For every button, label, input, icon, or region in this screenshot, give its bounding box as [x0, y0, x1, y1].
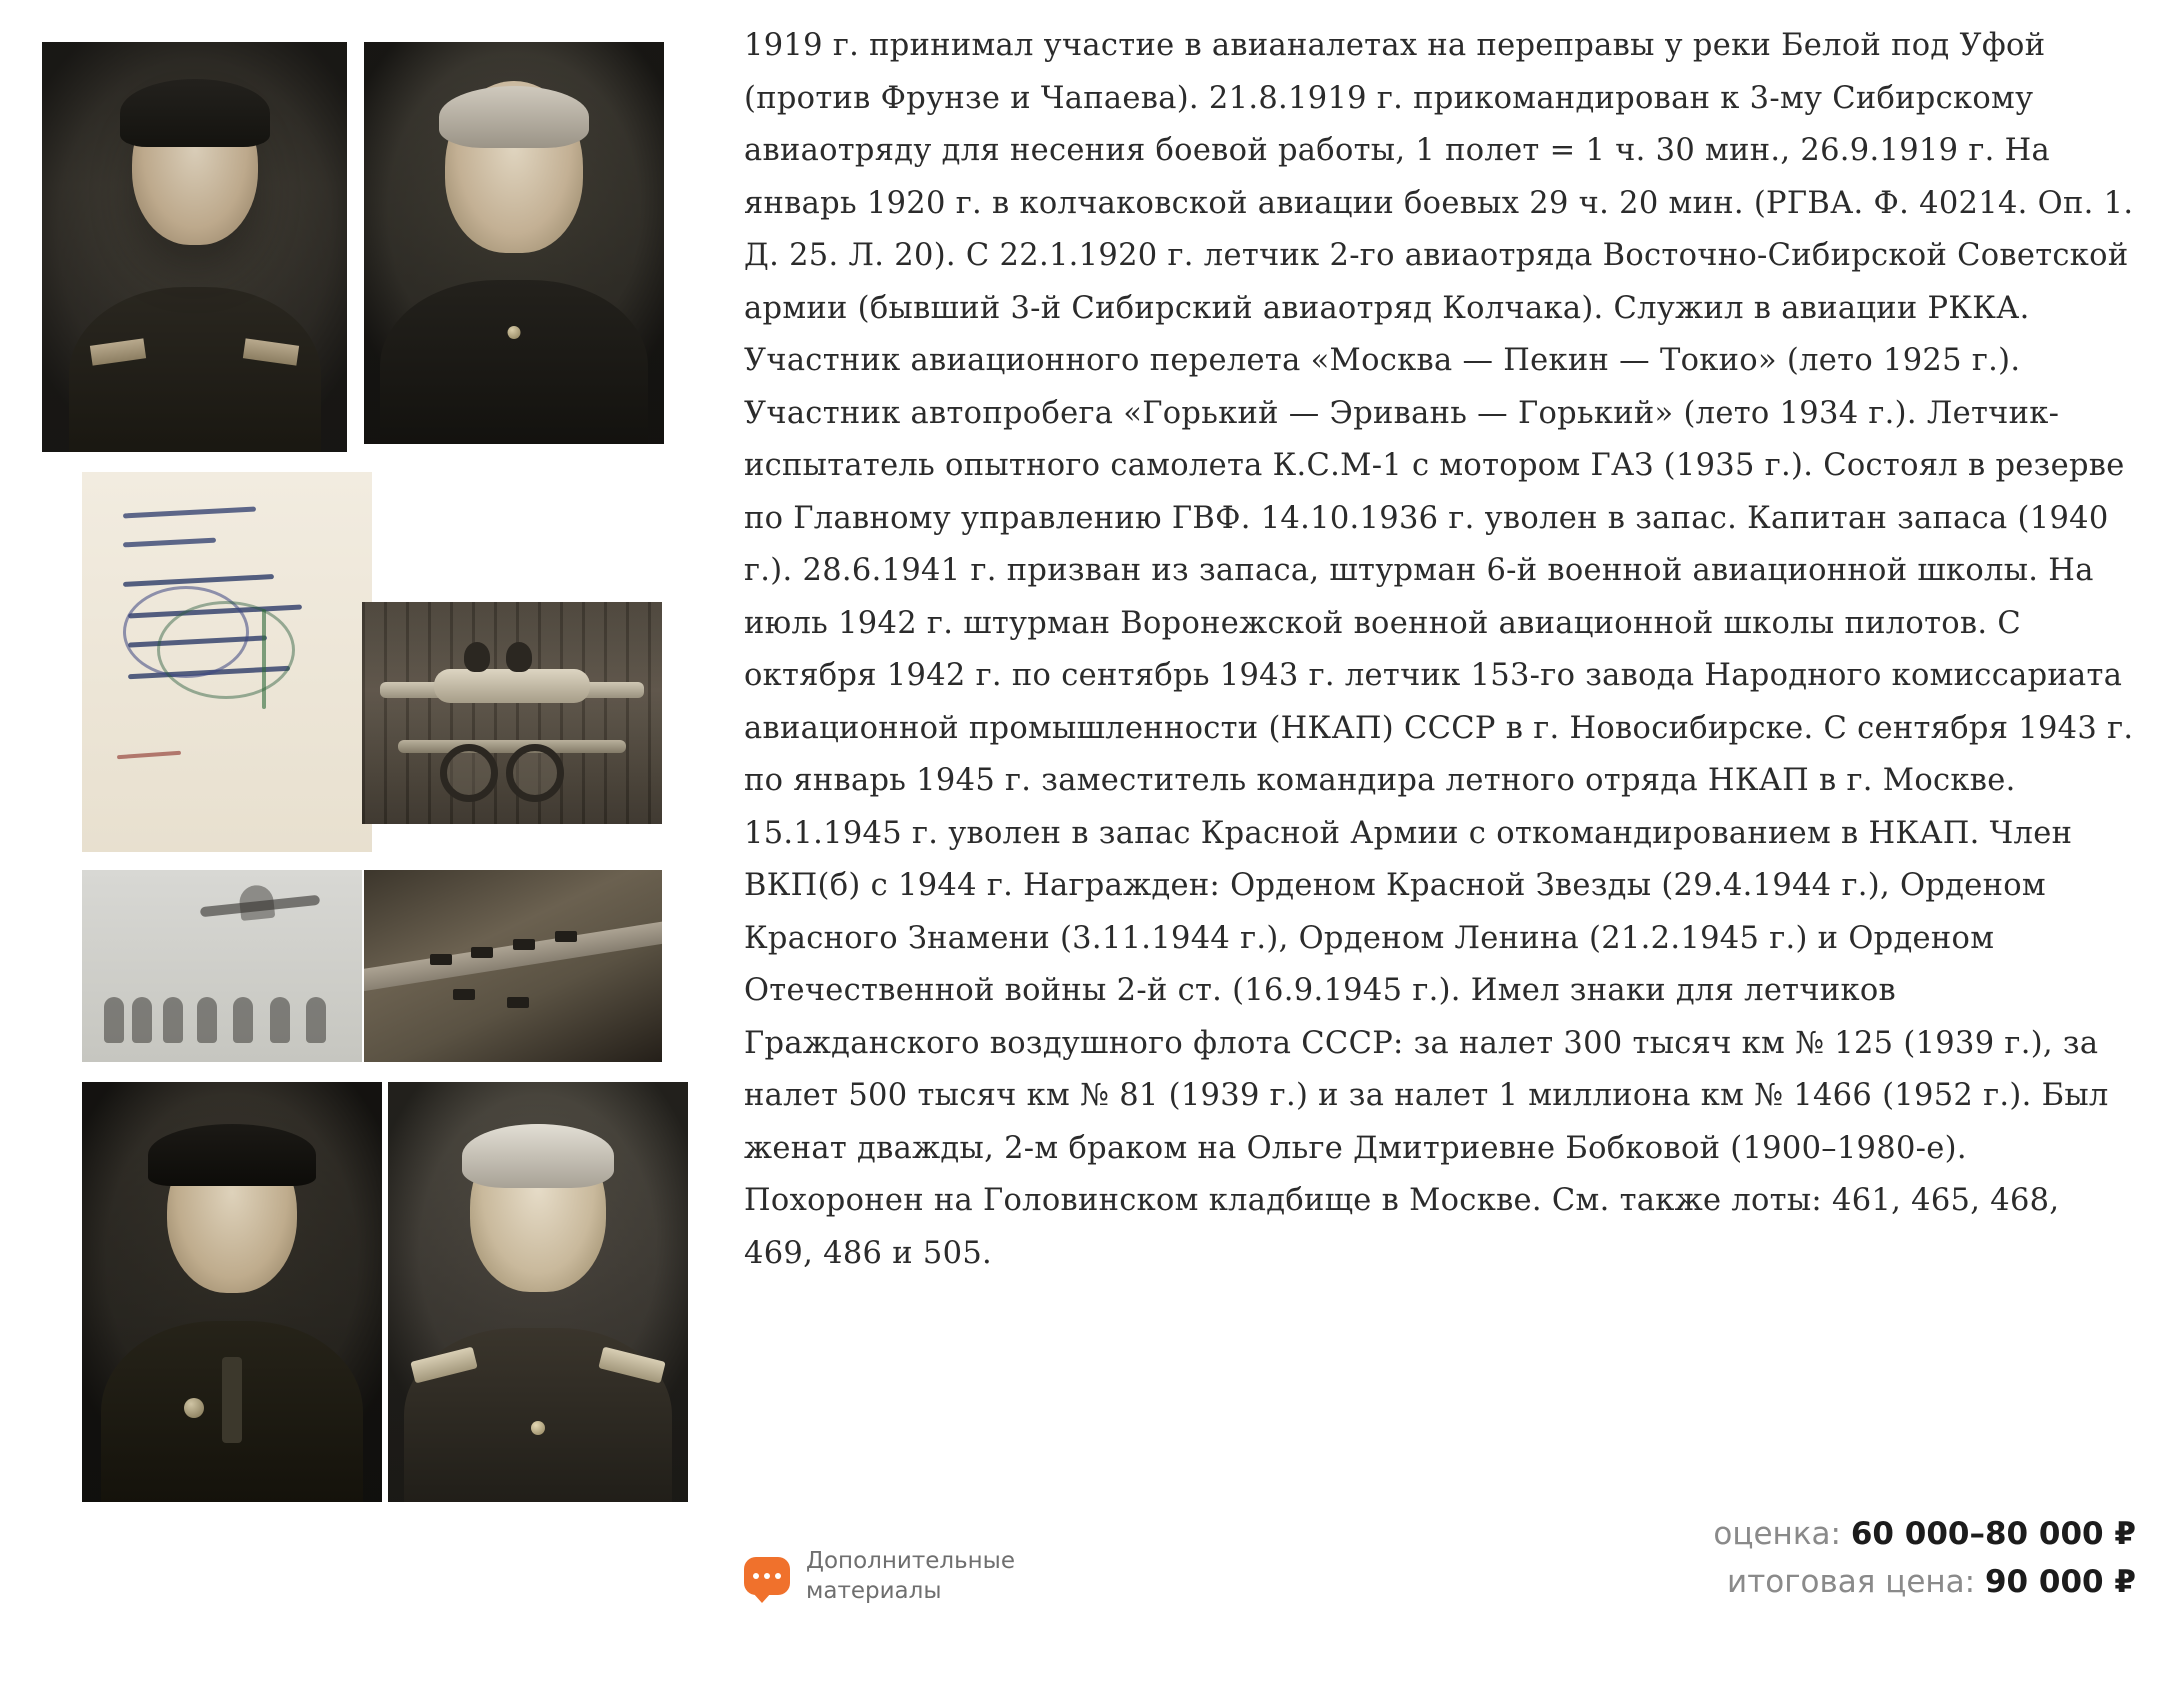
price-block [1713, 1510, 2136, 1606]
round-stamp [157, 601, 295, 699]
sketch-figure [306, 997, 326, 1043]
final-price-row [1713, 1558, 2136, 1606]
vehicle [453, 989, 475, 1000]
sketch-figure [197, 997, 217, 1043]
chat-dots-icon [744, 1557, 790, 1595]
biplane-wheel [506, 744, 564, 802]
extra-materials-label-line2: материалы [806, 1578, 942, 1604]
final-price-value: 90 000 ₽ [1984, 1564, 2136, 1600]
lot-description-text: 1919 г. принимал участие в авианалетах на переправы у реки Белой под Уфой (против Фрунзе и Чапаева). 21.8.1919 г. прикомандирован к 3-му Сибирскому авиаотряду для несения боевой работы, 1 полет = 1 ч. 30 мин., 26.9.1919 г. На январь 1920 г. в колчаковской авиации боевых 29 ч. 20 мин. (РГВА. Ф. 40214. Оп. 1. Д. 25. Л. 20). С 22.1.1920 г. летчик 2-го авиаотряда Восточно-Сибирской Советской армии (бывший 3-й Сибирский авиаотряд Колчака). Служил в авиации РККА. Участник авиационного перелета «Москва — Пекин — Токио» (лето 1925 г.). Участник автопробега «Горький — Эривань — Горький» (лето 1934 г.). Летчик-испытатель опытного самолета К.С.М-1 с мотором ГАЗ (1935 г.). Состоял в резерве по Главному управлению ГВФ. 14.10.1936 г. уволен в запас. Капитан запаса (1940 г.). 28.6.1941 г. призван из запаса, штурман 6-й военной авиационной школы. На июль 1942 г. штурман Воронежской военной авиационной школы пилотов. С октября 1942 г. по сентябрь 1943 г. летчик 153-го завода Народного комиссариата авиационной промышленности (НКАП) СССР в г. Новосибирске. С сентября 1943 г. по январь 1945 г. заместитель командира летного отряда НКАП в г. Москве. 15.1.1945 г. уволен в запас Красной Армии с откомандированием в НКАП. Член ВКП(б) с 1944 г. Награжден: Орденом Красной Звезды (29.4.1944 г.), Орденом Красного Знамени (3.11.1944 г.), Орденом Ленина (21.2.1945 г.) и Орденом Отечественной войны 2-й ст. (16.9.1945 г.). Имел знаки для летчиков Гражданского воздушного флота СССР: за налет 300 тысяч км № 125 (1939 г.), за налет 500 тысяч км № 81 (1939 г.) и за налет 1 миллиона км № 1466 (1952 г.). Был женат дважды, 2-м браком на Ольге Дмитриевне Бобковой (1900–1980-е). Похоронен на Головинском кладбище в Москве. См. также лоты: 461, 465, 468, 469, 486 и 505. [744, 28, 2134, 1271]
extra-materials-link[interactable] [744, 1546, 1015, 1606]
vehicle [513, 939, 535, 950]
photo-tunic-button [508, 326, 521, 339]
vehicle [555, 931, 577, 942]
sketch-figure [233, 997, 253, 1043]
lapel-badge [184, 1398, 204, 1418]
tunic-button [531, 1421, 545, 1435]
red-ink-mark [117, 751, 181, 759]
vehicle [430, 954, 452, 965]
final-price-label: итоговая цена: [1727, 1564, 1976, 1600]
biplane-lower-wing [398, 740, 626, 753]
crew-member-head [506, 642, 532, 672]
photo-gallery [42, 20, 682, 1664]
photo-figure-hair [439, 86, 589, 148]
handwriting-line [123, 538, 216, 548]
green-ink-mark [262, 609, 266, 709]
estimate-value: 60 000–80 000 ₽ [1850, 1516, 2136, 1552]
photo-young-soldier-pilotka[interactable] [42, 42, 347, 452]
photo-figure-body [380, 280, 648, 444]
handwriting-line [123, 574, 274, 587]
crew-member-head [464, 642, 490, 672]
estimate-row [1713, 1510, 2136, 1558]
photo-officer-tunic[interactable] [364, 42, 664, 444]
photo-officer-retouched[interactable] [388, 1082, 688, 1502]
extra-materials-label [806, 1546, 1015, 1606]
biplane-wheel [440, 744, 498, 802]
estimate-label: оценка: [1713, 1516, 1841, 1552]
vehicle [471, 947, 493, 958]
vehicle [507, 997, 529, 1008]
sketch-figure [270, 997, 290, 1043]
extra-materials-label-line1: Дополнительные [806, 1548, 1015, 1574]
sketch-airplane [199, 894, 319, 916]
lot-description-column [682, 20, 2144, 1664]
photo-young-man-cap[interactable] [82, 1082, 382, 1502]
photo-figure-cap [120, 79, 270, 147]
photo-sketch-airfield[interactable] [82, 870, 362, 1062]
lot-footer [744, 1510, 2136, 1664]
photo-aerial-road-convoy[interactable] [364, 870, 662, 1062]
necktie [222, 1357, 242, 1443]
photo-figure-cap [148, 1124, 316, 1186]
sketch-figure [132, 997, 152, 1043]
sketch-figure [104, 997, 124, 1043]
biplane-fuselage [434, 669, 590, 703]
photo-biplane-crew[interactable] [362, 602, 662, 824]
photo-figure-hair [462, 1124, 614, 1188]
photo-handwritten-document[interactable] [82, 472, 372, 852]
photo-figure-body [69, 287, 321, 452]
handwriting-line [123, 507, 256, 519]
sketch-figure [163, 997, 183, 1043]
